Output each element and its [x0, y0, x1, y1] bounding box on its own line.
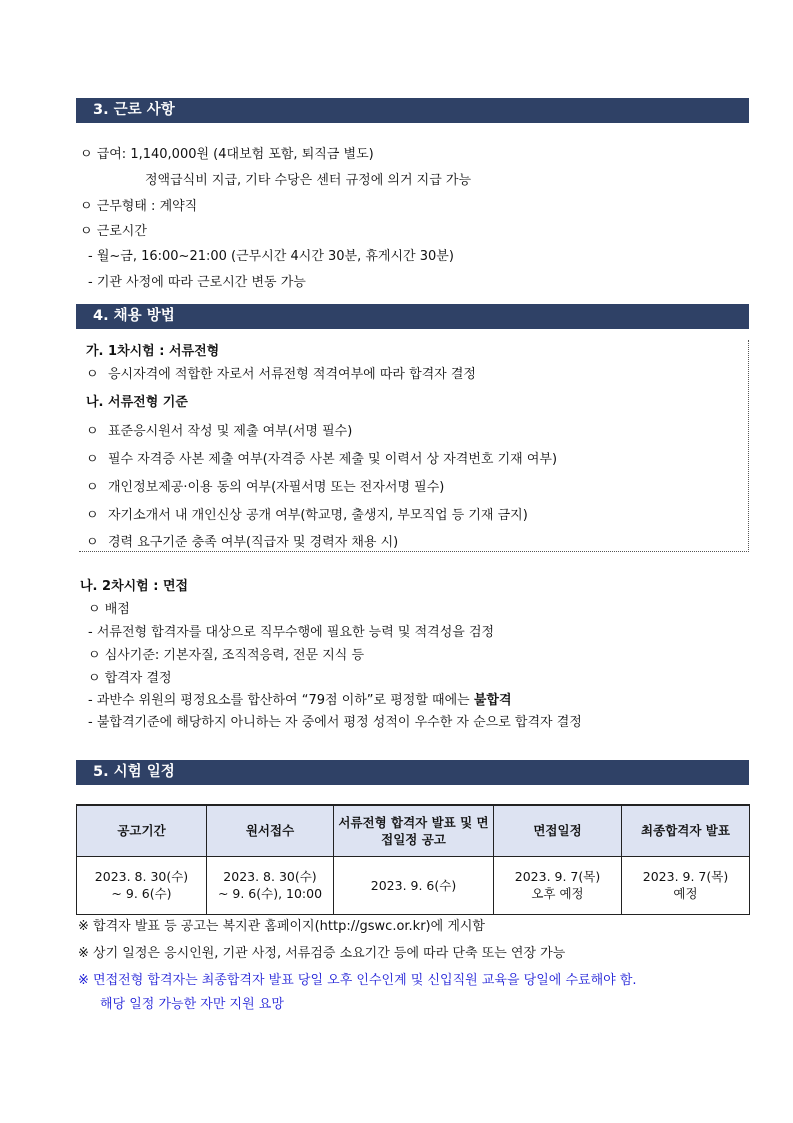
- second-exam-title: 나. 2차시험 : 면접: [80, 579, 189, 594]
- section-3-header: 3. 근로 사항: [76, 98, 749, 123]
- work-hours-detail: - 월~금, 16:00~21:00 (근무시간 4시간 30분, 휴게시간 30분): [88, 249, 454, 264]
- section-5-header: 5. 시험 일정: [76, 760, 749, 785]
- criteria-title: 나. 서류전형 기준: [86, 395, 188, 410]
- cell-line: 예정: [673, 886, 698, 901]
- criteria-item: [86, 451, 557, 469]
- salary-item: ㅇ 급여: 1,140,000원 (4대보험 포함, 퇴직금 별도): [80, 147, 374, 162]
- table-cell: [622, 856, 750, 914]
- fail-rule: [88, 692, 512, 710]
- cell-line: 2023. 9. 6(수): [370, 877, 457, 893]
- header-cell: 공고기간: [77, 805, 207, 856]
- first-exam-item: [86, 366, 476, 384]
- note-interview-training-line2: 해당 일정 가능한 자만 지원 요망: [100, 997, 284, 1012]
- work-type-item: ㅇ 근무형태 : 계약직: [80, 199, 198, 214]
- criteria-text: 경력 요구기준 충족 여부(직급자 및 경력자 채용 시): [108, 535, 399, 550]
- cell-line: 2023. 8. 30(수): [223, 869, 317, 884]
- criteria-item: [86, 534, 398, 552]
- fail-rule-text: - 과반수 위원의 평정요소를 합산하여 “79점 이하”로 평정할 때에는: [88, 693, 474, 708]
- criteria-item: [86, 507, 528, 525]
- note-homepage: ※ 합격자 발표 등 공고는 복지관 홈페이지(http://gswc.or.kr)에 게시함: [78, 919, 485, 934]
- first-exam-title: 가. 1차시험 : 서류전형: [86, 344, 220, 359]
- cell-line: 2023. 9. 7(목): [642, 869, 729, 884]
- criteria-text: 필수 자격증 사본 제출 여부(자격증 사본 제출 및 이력서 상 자격번호 기재 여부): [108, 452, 558, 467]
- bullet-circle: ㅇ: [86, 480, 99, 495]
- cell-line: ~ 9. 6(수), 10:00: [217, 886, 323, 901]
- table-header-row: [77, 805, 750, 856]
- header-cell: 원서접수: [207, 805, 334, 856]
- bullet-circle: ㅇ: [86, 535, 99, 550]
- bullet-circle: ㅇ: [86, 424, 99, 439]
- criteria-item: [86, 479, 444, 497]
- bullet-circle: ㅇ: [86, 452, 99, 467]
- header-cell: 면접일정: [494, 805, 622, 856]
- score-detail: - 서류전형 합격자를 대상으로 직무수행에 필요한 능력 및 적격성을 검정: [88, 625, 495, 640]
- work-hours-item: ㅇ 근로시간: [80, 224, 147, 239]
- table-cell: [77, 856, 207, 914]
- table-row: [77, 856, 750, 914]
- pass-rule: - 불합격기준에 해당하지 아니하는 자 중에서 평정 성적이 우수한 자 순으로 합격자 결정: [88, 715, 582, 730]
- bullet-circle: ㅇ: [86, 367, 99, 382]
- criteria-text: 표준응시원서 작성 및 제출 여부(서명 필수): [108, 424, 353, 439]
- table-cell: [207, 856, 334, 914]
- cell-line: ~ 9. 6(수): [111, 886, 172, 901]
- header-cell: 최종합격자 발표: [622, 805, 750, 856]
- pass-decision-item: ㅇ 합격자 결정: [88, 671, 172, 686]
- fail-rule-bold: 불합격: [473, 693, 512, 708]
- table-cell: [494, 856, 622, 914]
- work-hours-change: - 기관 사정에 따라 근로시간 변동 가능: [88, 275, 306, 290]
- schedule-table: [76, 804, 750, 915]
- table-cell: [334, 856, 494, 914]
- criteria-text: 개인정보제공·이용 동의 여부(자필서명 또는 전자서명 필수): [108, 480, 445, 495]
- criteria-item: [86, 423, 352, 441]
- cell-line: 2023. 9. 7(목): [514, 869, 601, 884]
- bullet-circle: ㅇ: [86, 508, 99, 523]
- salary-detail: 정액급식비 지급, 기타 수당은 센터 규정에 의거 지급 가능: [145, 173, 472, 188]
- first-exam-text: 응시자격에 적합한 자로서 서류전형 적격여부에 따라 합격자 결정: [108, 367, 476, 382]
- score-item: ㅇ 배점: [88, 602, 130, 617]
- section-4-header: 4. 채용 방법: [76, 304, 749, 329]
- note-interview-training: ※ 면접전형 합격자는 최종합격자 발표 당일 오후 인수인계 및 신입직원 교육을 당일에 수료해야 함.: [78, 973, 637, 988]
- cell-line: 2023. 8. 30(수): [94, 869, 189, 884]
- note-schedule-change: ※ 상기 일정은 응시인원, 기관 사정, 서류검증 소요기간 등에 따라 단축 또는 연장 가능: [78, 946, 566, 961]
- cell-line: 오후 예정: [531, 886, 584, 901]
- criteria-review-item: ㅇ 심사기준: 기본자질, 조직적응력, 전문 지식 등: [88, 648, 365, 663]
- criteria-text: 자기소개서 내 개인신상 공개 여부(학교명, 출생지, 부모직업 등 기재 금지): [108, 508, 528, 523]
- header-cell: 서류전형 합격자 발표 및 면접일정 공고: [334, 805, 494, 856]
